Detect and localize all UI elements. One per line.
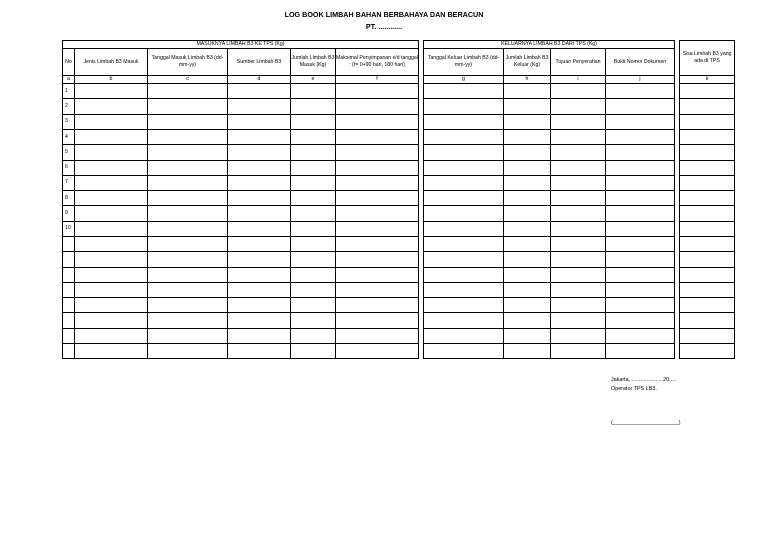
- company-name: PT. ............: [365, 22, 403, 31]
- log-cell[interactable]: [424, 267, 504, 282]
- log-cell[interactable]: [551, 267, 606, 282]
- log-cell[interactable]: [75, 298, 148, 313]
- log-cell[interactable]: [291, 237, 336, 252]
- log-cell[interactable]: [551, 252, 606, 267]
- log-row: [63, 191, 735, 206]
- log-cell[interactable]: [504, 129, 551, 144]
- header-e: Jumlah Limbah B3 Masuk (Kg): [291, 49, 336, 76]
- log-row: [63, 237, 735, 252]
- log-cell[interactable]: [228, 84, 291, 99]
- log-cell[interactable]: [291, 267, 336, 282]
- log-cell[interactable]: [424, 344, 504, 359]
- log-cell[interactable]: [504, 313, 551, 328]
- log-cell[interactable]: [336, 298, 419, 313]
- log-cell[interactable]: [424, 175, 504, 190]
- log-cell[interactable]: [291, 129, 336, 144]
- header-d: Sumber Limbah B3: [228, 49, 291, 76]
- log-cell[interactable]: [606, 252, 675, 267]
- log-cell[interactable]: [680, 267, 735, 282]
- log-cell[interactable]: [148, 175, 228, 190]
- log-cell[interactable]: [551, 206, 606, 221]
- log-cell[interactable]: [504, 175, 551, 190]
- log-cell[interactable]: [680, 237, 735, 252]
- log-row: [63, 114, 735, 129]
- log-cell[interactable]: [424, 221, 504, 236]
- log-cell[interactable]: [424, 145, 504, 160]
- log-row: [63, 298, 735, 313]
- header-j: Bukti Nomor Dokumen: [606, 49, 675, 76]
- log-cell[interactable]: [551, 298, 606, 313]
- log-cell[interactable]: [228, 175, 291, 190]
- log-cell[interactable]: [606, 313, 675, 328]
- row-number: 6: [63, 160, 75, 175]
- log-cell[interactable]: [680, 328, 735, 343]
- row-number: [63, 252, 75, 267]
- log-row: [63, 129, 735, 144]
- log-cell[interactable]: [504, 145, 551, 160]
- log-cell[interactable]: [75, 84, 148, 99]
- log-cell[interactable]: [291, 84, 336, 99]
- log-cell[interactable]: [680, 221, 735, 236]
- log-row: [63, 175, 735, 190]
- log-cell[interactable]: [336, 237, 419, 252]
- log-cell[interactable]: [336, 328, 419, 343]
- log-cell[interactable]: [75, 129, 148, 144]
- header-b: Jenis Limbah B3 Masuk: [75, 49, 148, 76]
- log-cell[interactable]: [606, 129, 675, 144]
- operator-role: Operator TPS LB3,: [611, 386, 657, 392]
- log-cell[interactable]: [228, 298, 291, 313]
- log-cell[interactable]: [606, 267, 675, 282]
- log-cell[interactable]: [680, 191, 735, 206]
- log-cell[interactable]: [336, 84, 419, 99]
- log-cell[interactable]: [680, 206, 735, 221]
- row-number: [63, 328, 75, 343]
- log-cell[interactable]: [504, 237, 551, 252]
- log-cell[interactable]: [336, 145, 419, 160]
- log-cell[interactable]: [75, 267, 148, 282]
- log-row: [63, 344, 735, 359]
- log-cell[interactable]: [551, 84, 606, 99]
- log-cell[interactable]: [75, 328, 148, 343]
- header-no: No: [63, 49, 75, 76]
- log-cell[interactable]: [291, 282, 336, 297]
- code-cell: f: [336, 76, 419, 84]
- log-cell[interactable]: [680, 99, 735, 114]
- log-cell[interactable]: [148, 328, 228, 343]
- log-cell[interactable]: [291, 145, 336, 160]
- log-cell[interactable]: [504, 282, 551, 297]
- row-number: 2: [63, 99, 75, 114]
- row-number: 5: [63, 145, 75, 160]
- log-cell[interactable]: [148, 221, 228, 236]
- row-number: 8: [63, 191, 75, 206]
- code-cell: d: [228, 76, 291, 84]
- log-cell[interactable]: [424, 313, 504, 328]
- log-cell[interactable]: [148, 84, 228, 99]
- log-cell[interactable]: [75, 313, 148, 328]
- header-c: Tanggal Masuk Limbah B3 (dd-mm-yy): [148, 49, 228, 76]
- log-cell[interactable]: [504, 191, 551, 206]
- log-cell[interactable]: [336, 221, 419, 236]
- log-row: [63, 160, 735, 175]
- log-cell[interactable]: [680, 344, 735, 359]
- log-cell[interactable]: [291, 160, 336, 175]
- log-cell[interactable]: [291, 344, 336, 359]
- header-f: Maksimal Penyimpanan s/d tanggal : (t= 0+90 hari, 180 hari): [336, 49, 419, 76]
- log-cell[interactable]: [228, 282, 291, 297]
- log-cell[interactable]: [148, 298, 228, 313]
- log-cell[interactable]: [336, 252, 419, 267]
- log-cell[interactable]: [291, 328, 336, 343]
- log-cell[interactable]: [228, 237, 291, 252]
- log-cell[interactable]: [680, 282, 735, 297]
- place-date: Jakarta,......................20.....: [611, 377, 677, 383]
- log-cell[interactable]: [228, 328, 291, 343]
- group-header-out: KELUARNYA LIMBAH B3 DARI TPS (Kg): [424, 41, 675, 49]
- log-cell[interactable]: [606, 328, 675, 343]
- code-row: [63, 76, 735, 84]
- log-cell[interactable]: [551, 282, 606, 297]
- header-k: Sisa Limbah B3 yang ada di TPS: [680, 41, 735, 76]
- log-cell[interactable]: [551, 328, 606, 343]
- log-cell[interactable]: [551, 344, 606, 359]
- log-cell[interactable]: [424, 252, 504, 267]
- group-header-in: MASUKNYA LIMBAH B3 KE TPS (Kg): [63, 41, 419, 49]
- log-row: [63, 267, 735, 282]
- log-cell[interactable]: [680, 160, 735, 175]
- log-cell[interactable]: [336, 129, 419, 144]
- log-cell[interactable]: [424, 298, 504, 313]
- log-cell[interactable]: [606, 145, 675, 160]
- log-cell[interactable]: [228, 267, 291, 282]
- log-cell[interactable]: [148, 206, 228, 221]
- log-cell[interactable]: [551, 237, 606, 252]
- log-cell[interactable]: [551, 145, 606, 160]
- code-cell: a: [63, 76, 75, 84]
- log-cell[interactable]: [551, 129, 606, 144]
- log-cell[interactable]: [606, 175, 675, 190]
- header-g: Tanggal Keluar Limbah B3 (dd-mm-yy): [424, 49, 504, 76]
- row-number: 4: [63, 129, 75, 144]
- log-cell[interactable]: [424, 84, 504, 99]
- log-cell[interactable]: [336, 344, 419, 359]
- log-cell[interactable]: [606, 206, 675, 221]
- code-cell: b: [75, 76, 148, 84]
- log-cell[interactable]: [291, 252, 336, 267]
- log-row: [63, 84, 735, 99]
- log-cell[interactable]: [606, 84, 675, 99]
- signature-line: (______________________): [611, 420, 681, 426]
- log-cell[interactable]: [336, 175, 419, 190]
- log-cell[interactable]: [424, 129, 504, 144]
- log-cell[interactable]: [680, 252, 735, 267]
- log-cell[interactable]: [75, 206, 148, 221]
- log-cell[interactable]: [75, 282, 148, 297]
- log-cell[interactable]: [424, 282, 504, 297]
- log-cell[interactable]: [504, 160, 551, 175]
- log-cell[interactable]: [148, 267, 228, 282]
- log-cell[interactable]: [504, 328, 551, 343]
- log-cell[interactable]: [75, 145, 148, 160]
- header-i: Tujuan Penyerahan: [551, 49, 606, 76]
- log-cell[interactable]: [504, 206, 551, 221]
- log-cell[interactable]: [551, 99, 606, 114]
- code-cell: c: [148, 76, 228, 84]
- log-cell[interactable]: [551, 191, 606, 206]
- log-cell[interactable]: [75, 114, 148, 129]
- log-row: [63, 206, 735, 221]
- row-number: 3: [63, 114, 75, 129]
- log-cell[interactable]: [504, 84, 551, 99]
- log-cell[interactable]: [228, 252, 291, 267]
- log-cell[interactable]: [291, 175, 336, 190]
- row-number: [63, 237, 75, 252]
- code-cell: i: [551, 76, 606, 84]
- log-cell[interactable]: [75, 191, 148, 206]
- log-cell[interactable]: [680, 175, 735, 190]
- log-row: [63, 145, 735, 160]
- log-cell[interactable]: [680, 313, 735, 328]
- log-cell[interactable]: [336, 206, 419, 221]
- log-cell[interactable]: [680, 298, 735, 313]
- log-cell[interactable]: [291, 221, 336, 236]
- log-row: [63, 282, 735, 297]
- log-cell[interactable]: [148, 129, 228, 144]
- row-number: 7: [63, 175, 75, 190]
- row-number: [63, 313, 75, 328]
- log-cell[interactable]: [291, 114, 336, 129]
- log-cell[interactable]: [606, 221, 675, 236]
- log-cell[interactable]: [228, 191, 291, 206]
- log-cell[interactable]: [504, 344, 551, 359]
- log-cell[interactable]: [291, 99, 336, 114]
- log-cell[interactable]: [680, 145, 735, 160]
- log-cell[interactable]: [75, 252, 148, 267]
- code-cell: k: [680, 76, 735, 84]
- log-cell[interactable]: [291, 206, 336, 221]
- log-cell[interactable]: [228, 99, 291, 114]
- log-cell[interactable]: [148, 344, 228, 359]
- log-cell[interactable]: [504, 221, 551, 236]
- row-number: [63, 298, 75, 313]
- log-cell[interactable]: [148, 145, 228, 160]
- log-cell[interactable]: [75, 344, 148, 359]
- log-cell[interactable]: [551, 160, 606, 175]
- log-cell[interactable]: [336, 313, 419, 328]
- log-cell[interactable]: [424, 191, 504, 206]
- log-table: [62, 40, 735, 359]
- log-cell[interactable]: [424, 328, 504, 343]
- log-cell[interactable]: [606, 160, 675, 175]
- log-cell[interactable]: [606, 99, 675, 114]
- log-cell[interactable]: [75, 175, 148, 190]
- log-cell[interactable]: [336, 114, 419, 129]
- code-cell: g: [424, 76, 504, 84]
- log-cell[interactable]: [148, 114, 228, 129]
- log-cell[interactable]: [75, 237, 148, 252]
- log-cell[interactable]: [504, 99, 551, 114]
- log-row: [63, 99, 735, 114]
- code-cell: e: [291, 76, 336, 84]
- log-cell[interactable]: [504, 267, 551, 282]
- log-cell[interactable]: [228, 313, 291, 328]
- code-cell: j: [606, 76, 675, 84]
- log-cell[interactable]: [551, 221, 606, 236]
- log-cell[interactable]: [228, 114, 291, 129]
- log-cell[interactable]: [424, 99, 504, 114]
- log-cell[interactable]: [336, 99, 419, 114]
- log-cell[interactable]: [606, 344, 675, 359]
- log-cell[interactable]: [228, 129, 291, 144]
- log-cell[interactable]: [336, 282, 419, 297]
- log-cell[interactable]: [606, 114, 675, 129]
- log-cell[interactable]: [504, 252, 551, 267]
- log-cell[interactable]: [551, 175, 606, 190]
- log-row: [63, 221, 735, 236]
- row-number: [63, 282, 75, 297]
- row-number: [63, 344, 75, 359]
- log-cell[interactable]: [680, 114, 735, 129]
- code-cell: h: [504, 76, 551, 84]
- log-cell[interactable]: [606, 298, 675, 313]
- log-cell[interactable]: [336, 191, 419, 206]
- log-cell[interactable]: [228, 160, 291, 175]
- document-title: LOG BOOK LIMBAH BAHAN BERBAHAYA DAN BERACUN: [284, 10, 484, 19]
- log-row: [63, 252, 735, 267]
- log-cell[interactable]: [424, 160, 504, 175]
- log-cell[interactable]: [228, 206, 291, 221]
- log-row: [63, 328, 735, 343]
- log-cell[interactable]: [291, 191, 336, 206]
- log-cell[interactable]: [228, 145, 291, 160]
- log-cell[interactable]: [551, 313, 606, 328]
- log-cell[interactable]: [424, 114, 504, 129]
- log-row: [63, 313, 735, 328]
- log-cell[interactable]: [336, 267, 419, 282]
- log-cell[interactable]: [551, 114, 606, 129]
- log-cell[interactable]: [148, 252, 228, 267]
- log-cell[interactable]: [148, 282, 228, 297]
- log-cell[interactable]: [680, 129, 735, 144]
- row-number: 9: [63, 206, 75, 221]
- row-number: 10: [63, 221, 75, 236]
- log-cell[interactable]: [606, 191, 675, 206]
- log-cell[interactable]: [606, 282, 675, 297]
- log-cell[interactable]: [148, 313, 228, 328]
- log-cell[interactable]: [606, 237, 675, 252]
- log-cell[interactable]: [148, 191, 228, 206]
- row-number: 1: [63, 84, 75, 99]
- header-h: Jumlah Limbah B3 Keluar (Kg): [504, 49, 551, 76]
- log-cell[interactable]: [680, 84, 735, 99]
- log-cell[interactable]: [75, 160, 148, 175]
- log-cell[interactable]: [148, 237, 228, 252]
- log-cell[interactable]: [148, 99, 228, 114]
- log-cell[interactable]: [424, 237, 504, 252]
- log-cell[interactable]: [424, 206, 504, 221]
- row-number: [63, 267, 75, 282]
- log-cell[interactable]: [291, 313, 336, 328]
- log-cell[interactable]: [75, 221, 148, 236]
- log-cell[interactable]: [336, 160, 419, 175]
- log-cell[interactable]: [228, 344, 291, 359]
- log-cell[interactable]: [504, 114, 551, 129]
- log-cell[interactable]: [148, 160, 228, 175]
- log-cell[interactable]: [228, 221, 291, 236]
- log-cell[interactable]: [504, 298, 551, 313]
- log-cell[interactable]: [291, 298, 336, 313]
- log-cell[interactable]: [75, 99, 148, 114]
